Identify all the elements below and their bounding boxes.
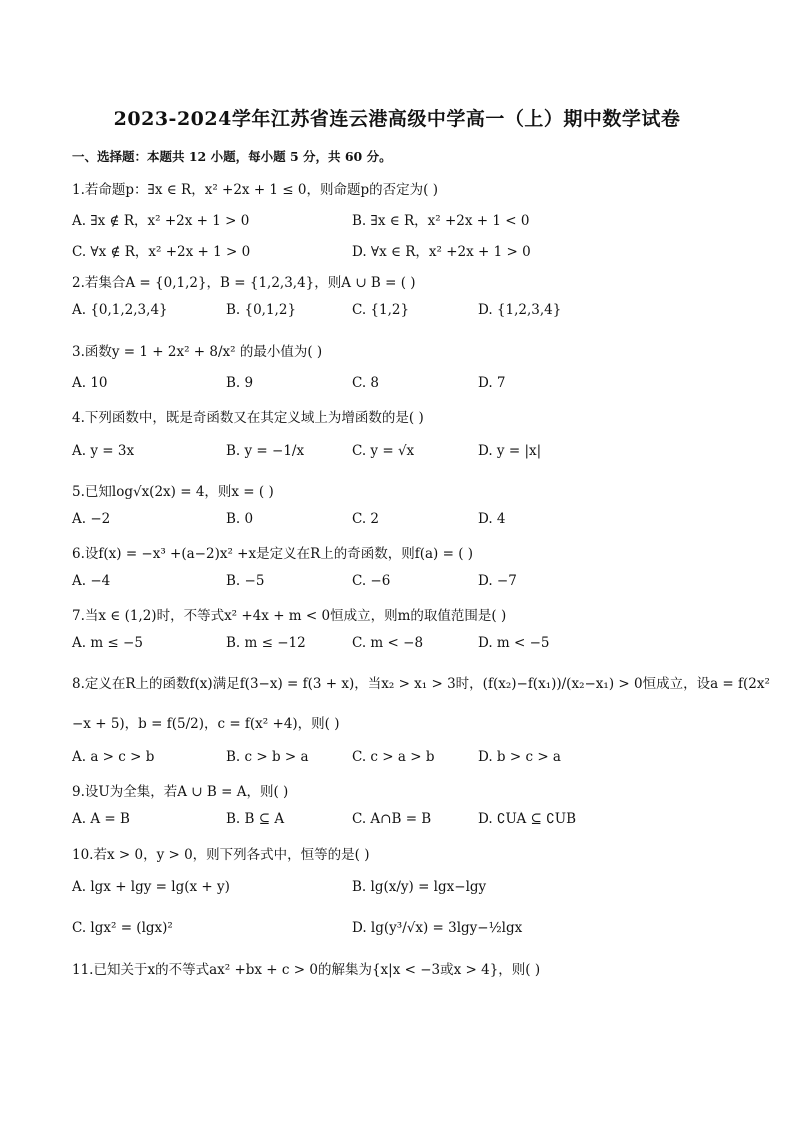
section-heading: 一、选择题：本题共 12 小题，每小题 5 分，共 60 分。 [72, 149, 392, 164]
option-b: B. lg(x/y) = lgx−lgy [352, 879, 487, 895]
option-c: C. −6 [352, 573, 391, 589]
option-d: D. m < −5 [478, 635, 550, 651]
option-d: D. 4 [478, 511, 506, 527]
option-c: C. y = √x [352, 443, 415, 459]
question-4-stem: 4.下列函数中，既是奇函数又在其定义域上为增函数的是( ) [72, 410, 424, 426]
question-5-stem: 5.已知log√x(2x) = 4，则x = ( ) [72, 484, 274, 500]
option-d: D. {1,2,3,4} [478, 302, 562, 318]
option-c: C. A∩B = B [352, 811, 432, 827]
option-c: C. 8 [352, 375, 380, 391]
option-a: A. ∃x ∉ R，x² +2x + 1 > 0 [72, 213, 250, 229]
option-a: A. {0,1,2,3,4} [72, 302, 168, 318]
option-a: A. −4 [72, 573, 111, 589]
option-d: D. 7 [478, 375, 506, 391]
question-6-stem: 6.设f(x) = −x³ +(a−2)x² +x是定义在R上的奇函数，则f(a) = ( ) [72, 546, 474, 562]
question-11-stem: 11.已知关于x的不等式ax² +bx + c > 0的解集为{x|x < −3或x > 4}，则( ) [72, 962, 541, 978]
question-3-stem: 3.函数y = 1 + 2x² + 8/x² 的最小值为( ) [72, 344, 323, 360]
option-d: D. lg(y³/√x) = 3lgy−½lgx [352, 920, 523, 936]
option-c: C. 2 [352, 511, 380, 527]
question-9-stem: 9.设U为全集，若A ∪ B = A，则( ) [72, 784, 289, 800]
option-b: B. c > b > a [226, 749, 309, 765]
option-b: B. y = −1/x [226, 443, 305, 459]
option-d: D. ∀x ∈ R，x² +2x + 1 > 0 [352, 244, 531, 260]
option-a: A. a > c > b [72, 749, 155, 765]
option-d: D. −7 [478, 573, 517, 589]
option-a: A. −2 [72, 511, 111, 527]
option-c: C. c > a > b [352, 749, 435, 765]
option-c: C. ∀x ∉ R，x² +2x + 1 > 0 [72, 244, 251, 260]
option-c: C. {1,2} [352, 302, 410, 318]
question-7-stem: 7.当x ∈ (1,2)时，不等式x² +4x + m < 0恒成立，则m的取值范围是( ) [72, 608, 507, 624]
option-d: D. b > c > a [478, 749, 561, 765]
option-c: C. m < −8 [352, 635, 424, 651]
exam-title: 2023-2024学年江苏省连云港高级中学高一（上）期中数学试卷 [113, 108, 681, 130]
question-1-stem: 1.若命题p：∃x ∈ R，x² +2x + 1 ≤ 0，则命题p的否定为( ) [72, 182, 438, 198]
option-b: B. m ≤ −12 [226, 635, 306, 651]
option-a: A. y = 3x [72, 443, 135, 459]
option-d: D. y = |x| [478, 443, 542, 459]
question-2-stem: 2.若集合A = {0,1,2}，B = {1,2,3,4}，则A ∪ B = ( ) [72, 275, 416, 291]
option-a: A. m ≤ −5 [72, 635, 143, 651]
option-b: B. −5 [226, 573, 265, 589]
option-d: D. ∁UA ⊆ ∁UB [478, 811, 577, 827]
question-10-stem: 10.若x > 0，y > 0，则下列各式中，恒等的是( ) [72, 847, 370, 863]
option-c: C. lgx² = (lgx)² [72, 920, 173, 936]
option-b: B. B ⊆ A [226, 811, 285, 827]
question-8-stem: 8.定义在R上的函数f(x)满足f(3−x) = f(3 + x)，当x₂ > x₁ > 3时，(f(x₂)−f(x₁))/(x₂−x₁) > 0恒成立，设a = f(2x² [72, 676, 770, 692]
question-8-stem-continued: −x + 5)，b = f(5/2)，c = f(x² +4)，则( ) [72, 716, 340, 732]
option-b: B. ∃x ∈ R，x² +2x + 1 < 0 [352, 213, 530, 229]
option-b: B. 0 [226, 511, 254, 527]
option-a: A. A = B [72, 811, 130, 827]
option-a: A. 10 [72, 375, 108, 391]
option-b: B. 9 [226, 375, 254, 391]
option-a: A. lgx + lgy = lg(x + y) [72, 879, 230, 895]
option-b: B. {0,1,2} [226, 302, 297, 318]
